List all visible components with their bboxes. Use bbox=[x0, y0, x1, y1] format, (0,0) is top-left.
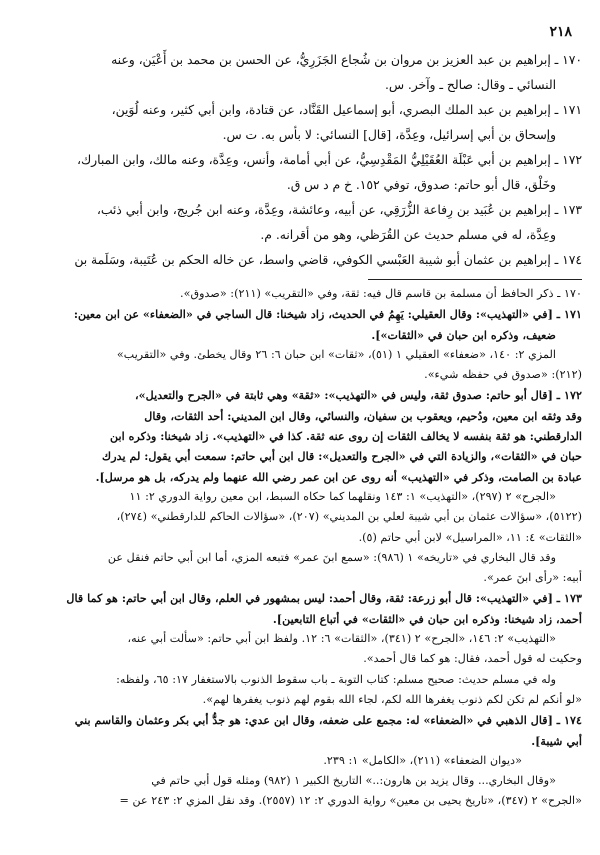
page-number: ٢١٨ bbox=[549, 24, 572, 40]
footnote-line: أبي شيبة]. bbox=[531, 733, 582, 748]
entry-line: ١٧٢ ـ إبراهيم بن أبي عَبْلَة العُقَيْلِيُّ المَقْدِسِيُّ، عن أبي أمامة، وأنس، وعِدَّة، وعنه مالك، وابن المبارك، bbox=[77, 153, 582, 167]
footnote-line: وحكيت له قول أحمد، فقال: هو كما قال أحمد». bbox=[363, 652, 582, 666]
footnote-line: أحمد، زاد شيخنا: وذكره ابن حبان في «الثقات» في أتباع التابعين]. bbox=[272, 611, 582, 626]
footnote-line: ١٧٢ ـ [قال أبو حاتم: صدوق ثقة، وليس في «التهذيب»: «ثقة» وهي ثابتة في «الجرح والتعديل»، bbox=[135, 388, 582, 403]
footnote-line: «الجرح» ٢ (٣٤٧)، «تاريخ يحيى بن معين» رواية الدوري ٢: ١٢ (٢٥٥٧). وقد نقل المزي ٢: ٢٤٣ عن = bbox=[119, 794, 582, 808]
footnote-line: «وقال البخاري... وقال يزيد بن هارون:..» التاريخ الكبير ١ (٩٨٢) ومثله قول أبي حاتم في bbox=[151, 774, 556, 788]
main-text bbox=[18, 48, 582, 273]
footnote-line: «الجرح» ٢ (٢٩٧)، «التهذيب» ١: ١٤٣ ونقلهما كما حكاه السبط، ابن معين رواية الدوري ٢: ١١ bbox=[129, 489, 556, 503]
footnote-line: أبيه: «رأى ابنَ عمر». bbox=[483, 571, 582, 585]
footnote-line: المزي ٢: ١٤٠، «ضعفاء» العقيلي ١ (٥١)، «ثقات» ابن حبان ٦: ٢٦ وقال يخطئ. وفي «التقريب» bbox=[116, 347, 556, 361]
footnote-line: «التهذيب» ٢: ١٤٦، «الجرح» ٢ (٣٤١)، «الثقات» ٦: ١٢. ولفظ ابن أبي حاتم: «سألت أبي عنه، bbox=[127, 632, 556, 646]
entry-line: وإسحاق بن أبي إسرائيل، وعِدَّة، [قال] النسائي: لا بأس به. ت س. bbox=[222, 128, 556, 142]
footnote-line: ١٧٤ ـ [قال الذهبي في «الضعفاء» له: مجمع على ضعفه، وقال ابن عدي: هو جدُّ أبي بكر وعثمان والقاسم بني bbox=[74, 713, 582, 728]
footnote-line: الدارقطني: هو ثقة بنفسه لا يخالف الثقات إن روى عنه ثقة. كذا في «التهذيب». زاد شيخنا: وذكره ابن bbox=[110, 429, 582, 444]
footnote-line: ١٧٣ ـ [في «التهذيب»: قال أبو زرعة: ثقة، وقال أحمد: ليس بمشهور في العلم، وقال ابن أبي حاتم: هو كما قال bbox=[66, 591, 582, 606]
footnote-divider bbox=[368, 279, 582, 280]
entry-line: ١٧١ ـ إبراهيم بن عبد الملك البصري، أبو إسماعيل القَنَّاد، عن قتادة، وابن أبي كثير، وعنه لُوَين، bbox=[111, 103, 582, 117]
footnote-line: حبان في «الثقات»، والزيادة التي في «الجرح والتعديل»: قال ابن أبي حاتم: سمعت أبي يقول: لم يدرك bbox=[102, 449, 582, 464]
footnote-line: «لو أنكم لم تكن لكم ذنوب يغفرها الله لكم، لجاء الله بقوم لهم ذنوب يغفرها لهم». bbox=[202, 692, 582, 706]
footnote-line: ١٧١ ـ [في «التهذيب»: وقال العقيلي: يَهِمُ في الحديث، زاد شيخنا: قال الساجي في «الضعفاء» عن ابن معين: bbox=[73, 307, 582, 322]
footnote-line: ضعيف، وذكره ابن حبان في «الثقات»]. bbox=[371, 327, 556, 342]
entry-line: النسائي ـ وقال: صالح ـ وآخر. س. bbox=[384, 78, 556, 92]
entry-line: وخَلْق، قال أبو حاتم: صدوق، توفي ١٥٢. خ م د س ق. bbox=[286, 178, 556, 192]
footnote-line: «ديوان الضعفاء» (٢١١)، «الكامل» ١: ٢٣٩. bbox=[323, 753, 522, 767]
entry-line: وعِدَّة، له في مسلم حديث عن القُرَظي، وهو من أقرانه. م. bbox=[260, 228, 556, 242]
footnote-line: عبادة بن الصامت، وذكر في «التهذيب» أنه روى عن ابن عمر رضي الله عنهما ولم يدركه، بل هو مرسل]. bbox=[95, 469, 582, 484]
entry-line: ١٧٠ ـ إبراهيم بن عبد العزيز بن مروان بن شُجاع الجَزَرِيُّ، عن الحسن بن محمد بن أَعْيَن، وعنه bbox=[111, 53, 582, 67]
footnote-line: وله في مسلم حديث: صحيح مسلم: كتاب التوبة ـ باب سقوط الذنوب بالاستغفار ١٧: ٦٥، ولفظه: bbox=[116, 672, 556, 686]
footnote-line: وقد وثقه ابن معين، ودُحيم، ويعقوب بن سفيان، والنسائي، وقال ابن المديني: أحد الثقات، وقال bbox=[144, 408, 582, 423]
entry-line: ١٧٣ ـ إبراهيم بن عُبَيد بن رِفاعة الزُّرَقِي، عن أبيه، وعائشة، وعِدَّة، وعنه ابن جُريج، وابن أبي ذئب، bbox=[96, 203, 582, 217]
footnote-line: ١٧٠ ـ ذكر الحافظ أن مسلمة بن قاسم قال فيه: ثقة، وفي «التقريب» (٢١١): «صدوق». bbox=[180, 287, 582, 300]
footnote-line: «الثقات» ٤: ١١، «المراسيل» لابن أبي حاتم (٥). bbox=[358, 530, 582, 544]
footnote-line: (٥١٢٢)، «سؤالات عثمان بن أبي شيبة لعلي بن المديني» (٢٠٧)، «سؤالات الحاكم للدارقطني» (٢٧٤)، bbox=[116, 510, 582, 524]
entry-line: ١٧٤ ـ إبراهيم بن عثمان أبو شيبة العَبْسي الكوفي، قاضي واسط، عن خاله الحكم بن عُتَيبة، وسَلَمة بن bbox=[74, 253, 582, 267]
footnote-line: (٢١٢): «صدوق في حفظه شيء». bbox=[424, 368, 582, 382]
footnotes bbox=[18, 284, 582, 812]
footnote-line: وقد قال البخاري في «تاريخه» ١ (٩٨٦): «سمع ابنَ عمر» فتبعه المزي، أما ابن أبي حاتم فنقل عن bbox=[107, 550, 556, 564]
